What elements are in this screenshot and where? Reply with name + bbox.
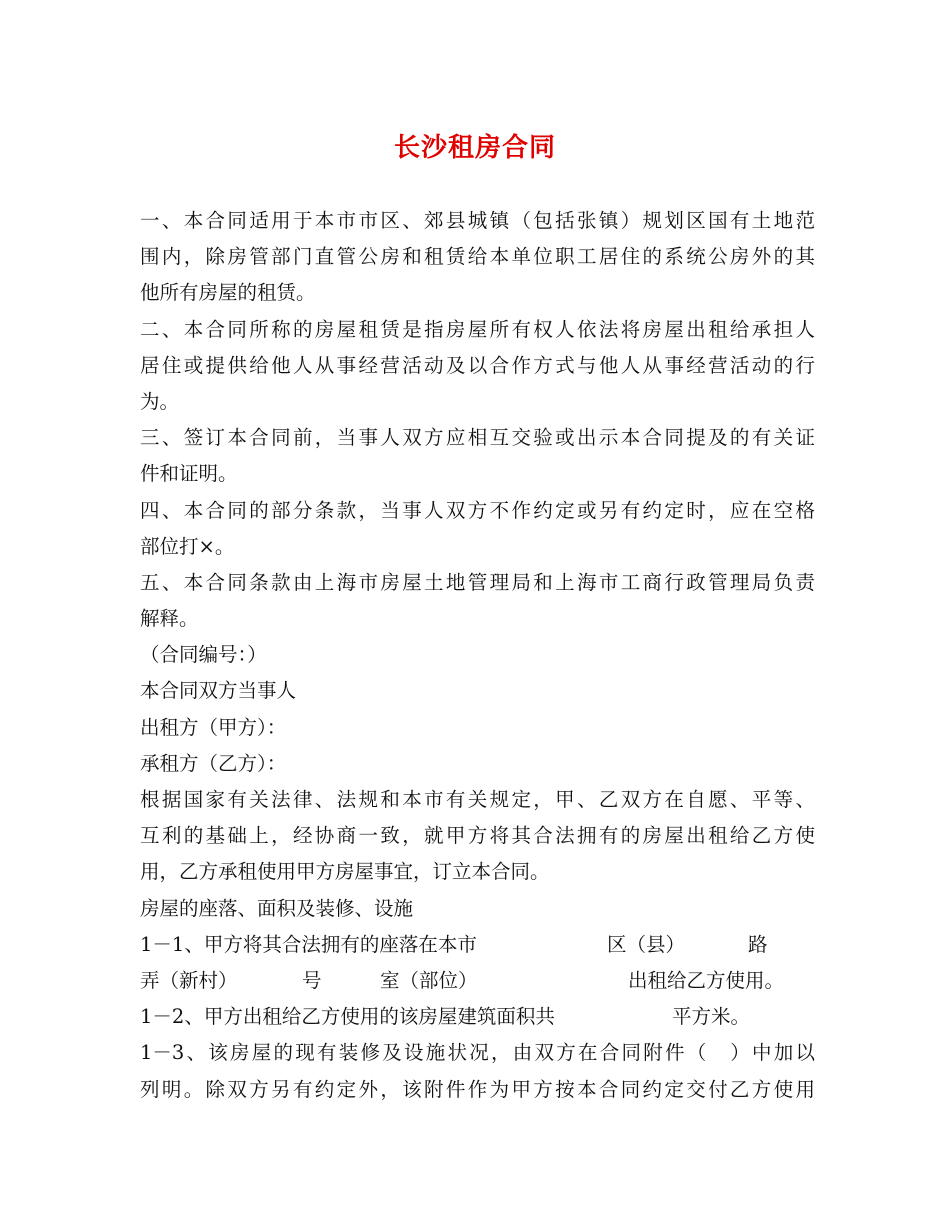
paragraph-line: 他所有房屋的租赁。 [140, 281, 316, 305]
clause-text: 1－1、甲方将其合法拥有的座落在本市 [140, 932, 477, 956]
paragraph-line: 二、本合同所称的房屋租赁是指房屋所有权人依法将房屋出租给承担人 [140, 317, 815, 341]
clause-text: 1－2、甲方出租给乙方使用的该房屋建筑面积共 [140, 1005, 555, 1029]
paragraph-line: 围内，除房管部门直管公房和租赁给本单位职工居住的系统公房外的其 [140, 245, 815, 269]
clause-text: 弄（新村） [140, 968, 238, 992]
paragraph-line: 解释。 [140, 607, 199, 631]
contract-number-line: （合同编号：） [140, 643, 267, 667]
paragraph-line: 居住或提供给他人从事经营活动及以合作方式与他人从事经营活动的行 [140, 353, 815, 377]
clause-1-1-line-2 [140, 963, 815, 999]
paragraph-line: 一、本合同适用于本市市区、郊县城镇（包括张镇）规划区国有土地范 [140, 209, 815, 232]
paragraph-line: 用，乙方承租使用甲方房屋事宜，订立本合同。 [140, 860, 550, 884]
clause-1-2-line [140, 999, 815, 1035]
clause-1-1-line-1 [140, 927, 815, 963]
clause-text: 出租给乙方使用。 [628, 968, 785, 992]
clause-text: 室（部位） [380, 968, 478, 992]
paragraph-line: 五、本合同条款由上海市房屋土地管理局和上海市工商行政管理局负责 [140, 570, 815, 594]
lessee-line: 承租方（乙方）： [140, 751, 287, 775]
clause-text: 号 [302, 968, 322, 992]
paragraph-line: 1－3、该房屋的现有装修及设施状况，由双方在合同附件（ ）中加以 [140, 1041, 815, 1065]
paragraph-line: 根据国家有关法律、法规和本市有关规定，甲、乙双方在自愿、平等、 [140, 788, 815, 811]
paragraph-line: 互利的基础上，经协商一致，就甲方将其合法拥有的房屋出租给乙方使 [140, 824, 815, 848]
paragraph-line: 部位打×。 [140, 534, 235, 558]
parties-heading: 本合同双方当事人 [140, 679, 297, 703]
clause-text: 区（县） [607, 932, 686, 956]
paragraph-line: 为。 [140, 389, 180, 413]
contract-body [140, 203, 815, 1108]
paragraph-line: 四、本合同的部分条款，当事人双方不作约定或另有约定时，应在空格 [140, 498, 815, 522]
paragraph-line: 列明。除双方另有约定外，该附件作为甲方按本合同约定交付乙方使用 [140, 1077, 815, 1101]
clause-text: 平方米。 [672, 1005, 751, 1029]
document-title: 长沙租房合同 [393, 133, 556, 163]
section-heading: 房屋的座落、面积及装修、设施 [140, 896, 414, 920]
paragraph-line: 件和证明。 [140, 462, 238, 486]
lessor-line: 出租方（甲方）： [140, 715, 287, 739]
clause-text: 路 [748, 932, 768, 956]
paragraph-line: 三、签订本合同前，当事人双方应相互交验或出示本合同提及的有关证 [140, 426, 815, 450]
